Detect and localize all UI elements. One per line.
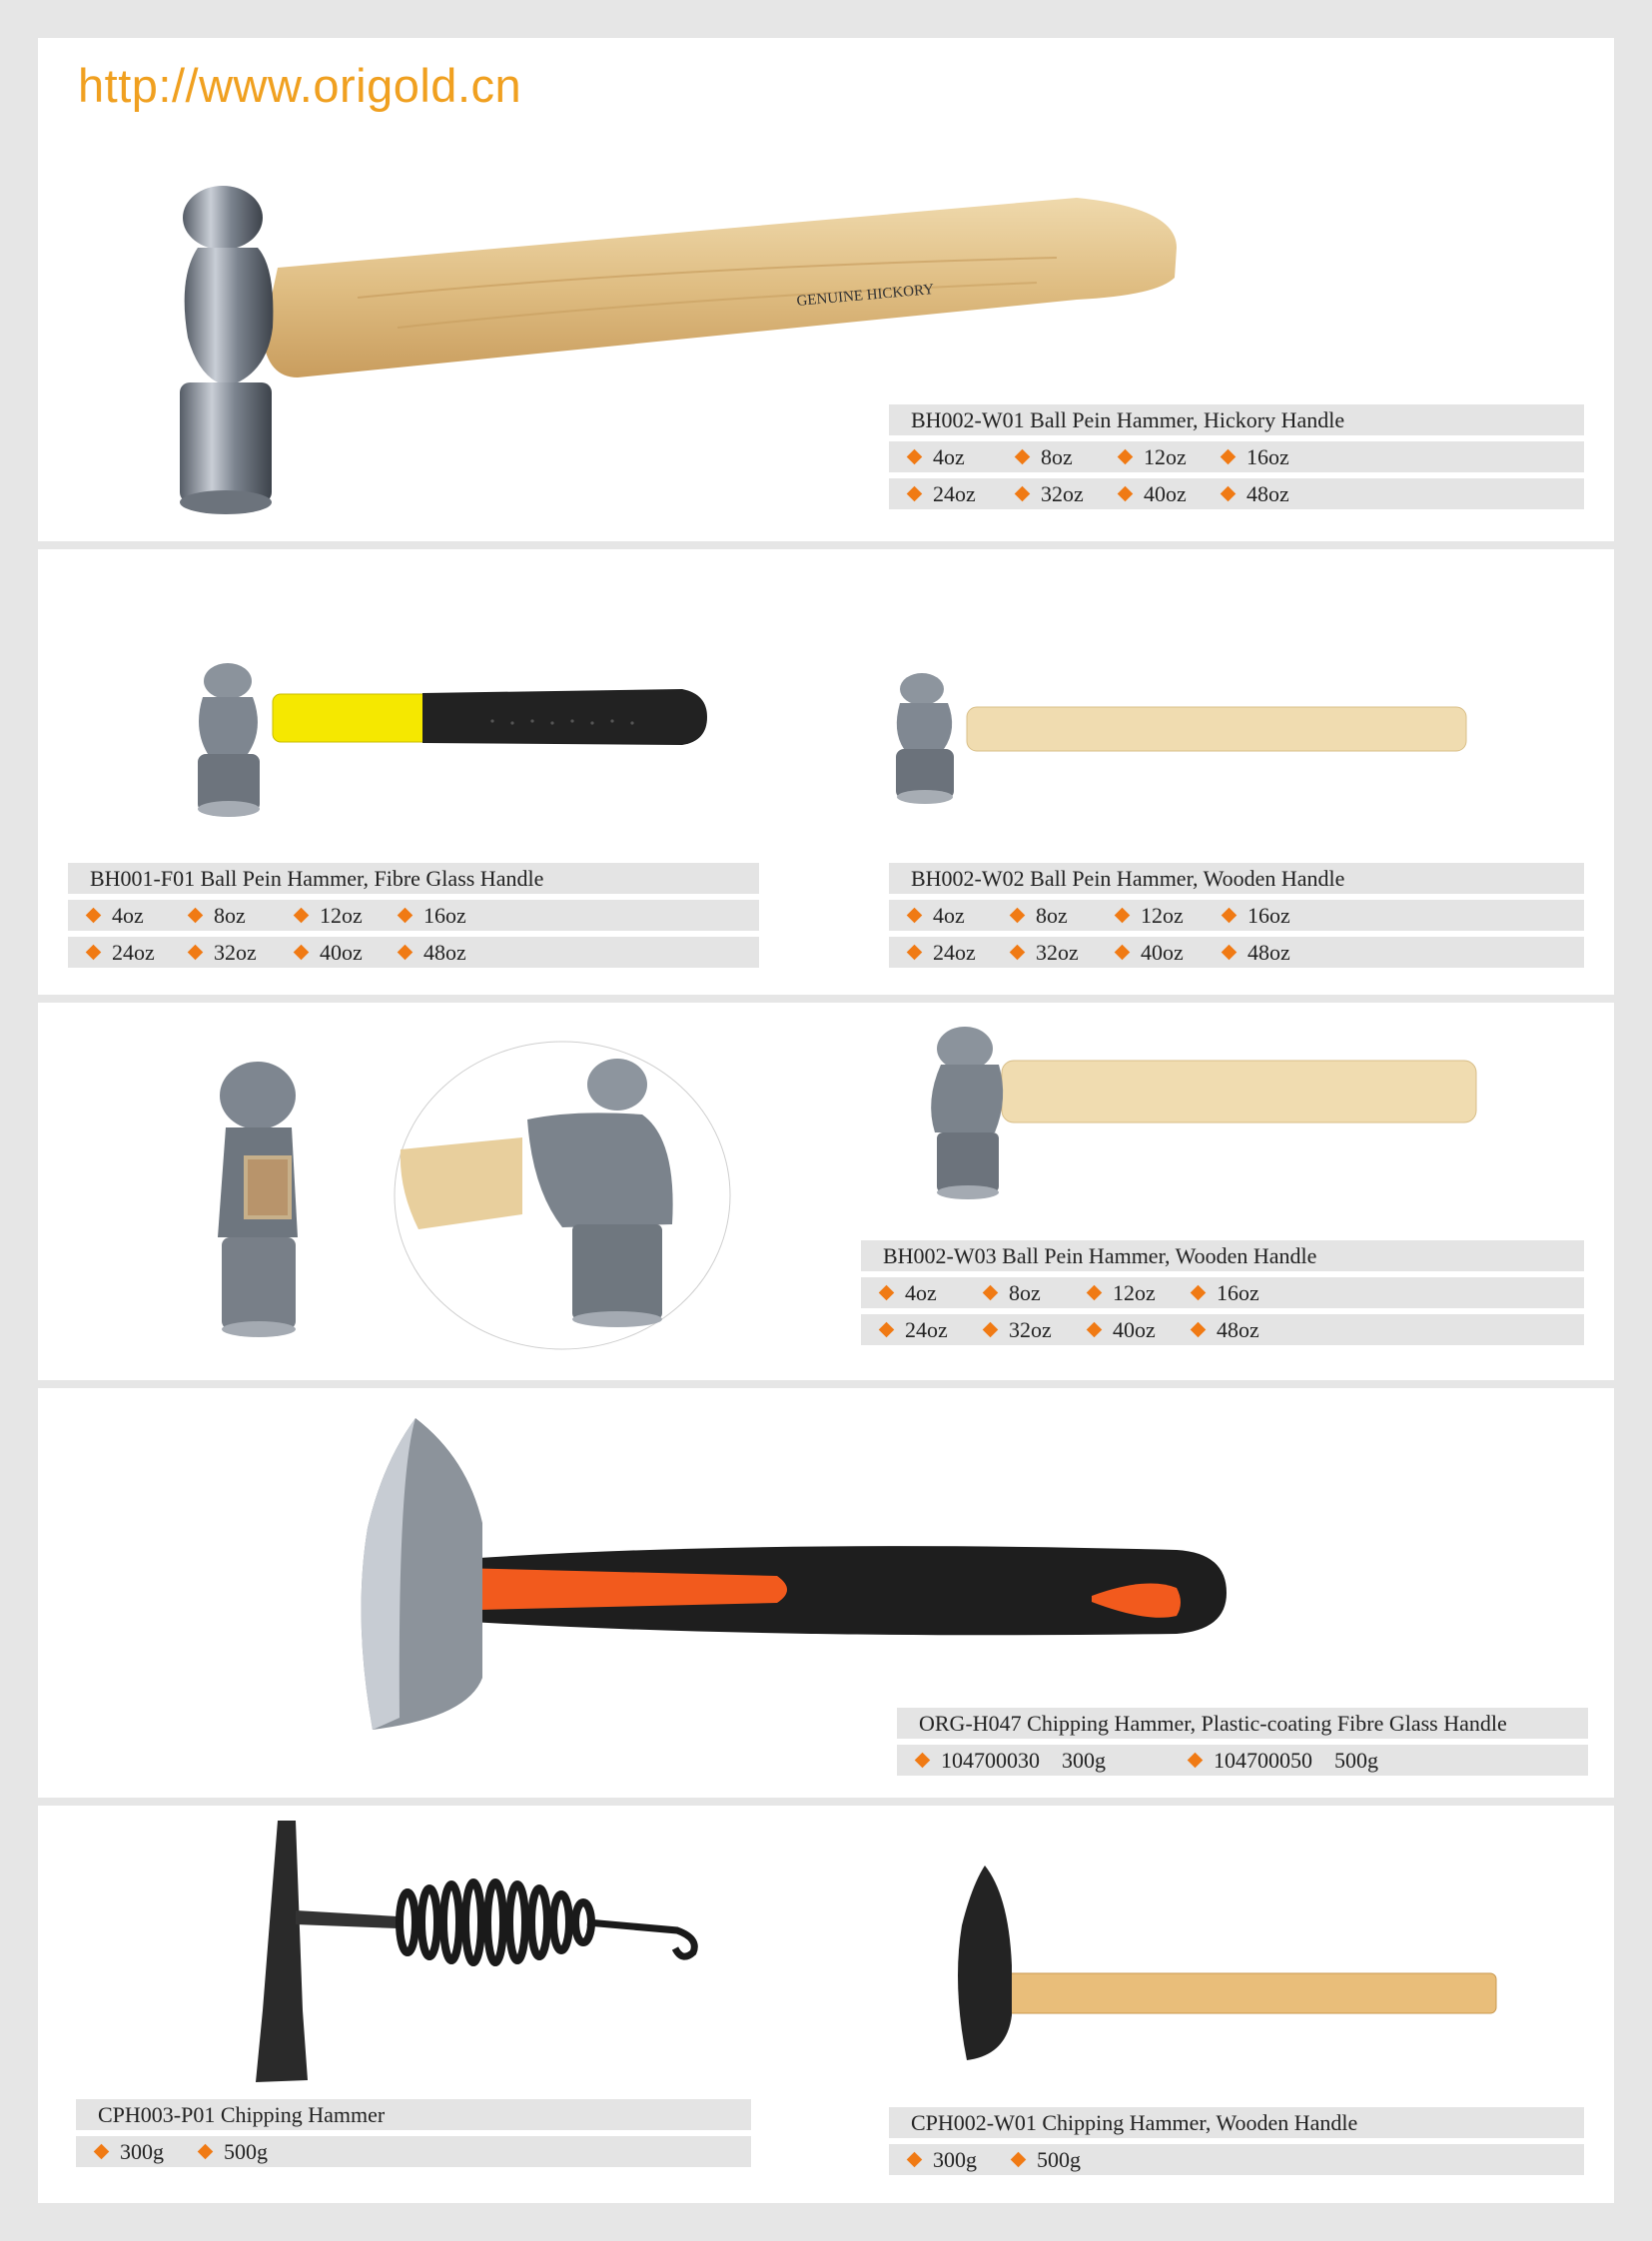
size-option: 300g: [933, 2146, 977, 2172]
panel-bh002-w03: [38, 1003, 1614, 1380]
size-option: 16oz: [1246, 443, 1289, 469]
diamond-bullet-icon: [1118, 449, 1134, 465]
hammer-image-bh002-w02: [872, 669, 1491, 809]
size-option: 8oz: [1041, 443, 1073, 469]
diamond-bullet-icon: [1221, 486, 1237, 502]
diamond-bullet-icon: [398, 908, 413, 924]
size-option: 24oz: [112, 939, 155, 965]
diamond-bullet-icon: [1222, 908, 1238, 924]
diamond-bullet-icon: [1010, 908, 1026, 924]
size-option: 48oz: [1247, 939, 1290, 965]
size-option: 24oz: [933, 939, 976, 965]
size-option: 12oz: [1144, 443, 1187, 469]
product-title: ORG-H047 Chipping Hammer, Plastic-coating Fibre Glass Handle: [897, 1708, 1588, 1739]
panel-org-h047: [38, 1388, 1614, 1798]
size-option: 4oz: [933, 443, 965, 469]
size-row: [68, 937, 759, 968]
diamond-bullet-icon: [294, 945, 310, 961]
handle-print-text: GENUINE HICKORY: [795, 282, 935, 310]
size-option: 40oz: [1113, 1316, 1156, 1342]
diamond-bullet-icon: [1222, 945, 1238, 961]
site-url[interactable]: http://www.origold.cn: [78, 59, 522, 112]
diamond-bullet-icon: [86, 945, 102, 961]
diamond-bullet-icon: [1191, 1285, 1207, 1301]
size-option: 8oz: [1036, 902, 1068, 928]
diamond-bullet-icon: [1011, 2152, 1027, 2168]
diamond-bullet-icon: [983, 1285, 999, 1301]
diamond-bullet-icon: [907, 2152, 923, 2168]
spec-bh002-w02: [889, 863, 1584, 974]
diamond-bullet-icon: [1188, 1753, 1204, 1769]
size-option: 4oz: [933, 902, 965, 928]
diamond-bullet-icon: [1015, 486, 1031, 502]
spec-bh002-w03: [861, 1240, 1584, 1351]
hammer-image-org-h047: [328, 1418, 1386, 1738]
diamond-bullet-icon: [915, 1753, 931, 1769]
size-row: [889, 900, 1584, 931]
size-option: 48oz: [1246, 480, 1289, 506]
size-row: [889, 478, 1584, 509]
size-row: [68, 900, 759, 931]
size-option: 32oz: [1009, 1316, 1052, 1342]
diamond-bullet-icon: [907, 908, 923, 924]
diamond-bullet-icon: [1115, 945, 1131, 961]
size-row: [76, 2136, 751, 2167]
panel-row-5: [38, 1806, 1614, 2203]
size-option: 500g: [1037, 2146, 1081, 2172]
size-option: 32oz: [214, 939, 257, 965]
diamond-bullet-icon: [907, 486, 923, 502]
size-option: 40oz: [1141, 939, 1184, 965]
part-option: 104700050 500g: [1214, 1747, 1378, 1773]
size-option: 12oz: [1141, 902, 1184, 928]
size-option: 8oz: [214, 902, 246, 928]
size-row: [889, 441, 1584, 472]
part-option: 104700030 300g: [941, 1747, 1106, 1773]
diamond-bullet-icon: [1087, 1285, 1103, 1301]
size-row: [861, 1314, 1584, 1345]
size-option: 24oz: [933, 480, 976, 506]
size-option: 16oz: [423, 902, 466, 928]
size-option: 32oz: [1036, 939, 1079, 965]
diamond-bullet-icon: [294, 908, 310, 924]
product-title: CPH002-W01 Chipping Hammer, Wooden Handle: [889, 2107, 1584, 2138]
hammer-circle-closeup-image: [393, 1040, 732, 1351]
diamond-bullet-icon: [1115, 908, 1131, 924]
diamond-bullet-icon: [198, 2144, 214, 2160]
size-option: 16oz: [1217, 1279, 1259, 1305]
hammer-image-bh002-w03: [897, 1021, 1486, 1200]
size-row: [889, 937, 1584, 968]
diamond-bullet-icon: [1118, 486, 1134, 502]
size-row: [897, 1745, 1588, 1776]
hammer-image-bh001-f01: [173, 659, 772, 819]
size-option: 48oz: [1217, 1316, 1259, 1342]
diamond-bullet-icon: [188, 908, 204, 924]
spec-bh001-f01: [68, 863, 759, 974]
diamond-bullet-icon: [907, 945, 923, 961]
spec-org-h047: [897, 1708, 1588, 1782]
diamond-bullet-icon: [188, 945, 204, 961]
diamond-bullet-icon: [1221, 449, 1237, 465]
size-option: 4oz: [905, 1279, 937, 1305]
diamond-bullet-icon: [1010, 945, 1026, 961]
panel-row-2: [38, 549, 1614, 995]
size-option: 300g: [120, 2138, 164, 2164]
size-option: 500g: [224, 2138, 268, 2164]
size-option: 8oz: [1009, 1279, 1041, 1305]
size-row: [861, 1277, 1584, 1308]
product-title: BH002-W03 Ball Pein Hammer, Wooden Handle: [861, 1240, 1584, 1271]
product-title: BH002-W01 Ball Pein Hammer, Hickory Handle: [889, 404, 1584, 435]
diamond-bullet-icon: [398, 945, 413, 961]
spec-cph002-w01: [889, 2107, 1584, 2181]
size-option: 12oz: [320, 902, 363, 928]
size-option: 12oz: [1113, 1279, 1156, 1305]
size-option: 40oz: [1144, 480, 1187, 506]
product-title: BH002-W02 Ball Pein Hammer, Wooden Handle: [889, 863, 1584, 894]
diamond-bullet-icon: [94, 2144, 110, 2160]
size-option: 48oz: [423, 939, 466, 965]
size-option: 40oz: [320, 939, 363, 965]
size-option: 24oz: [905, 1316, 948, 1342]
hammer-image-cph002-w01: [927, 1866, 1526, 2065]
diamond-bullet-icon: [879, 1285, 895, 1301]
size-option: 16oz: [1247, 902, 1290, 928]
hammer-image-cph003-p01: [208, 1821, 727, 2090]
diamond-bullet-icon: [907, 449, 923, 465]
spec-bh002-w01: [889, 404, 1584, 515]
diamond-bullet-icon: [1191, 1322, 1207, 1338]
product-title: CPH003-P01 Chipping Hammer: [76, 2099, 751, 2130]
spec-cph003-p01: [76, 2099, 751, 2173]
diamond-bullet-icon: [86, 908, 102, 924]
size-option: 32oz: [1041, 480, 1084, 506]
diamond-bullet-icon: [983, 1322, 999, 1338]
product-title: BH001-F01 Ball Pein Hammer, Fibre Glass Handle: [68, 863, 759, 894]
hammer-head-closeup-image: [188, 1058, 338, 1347]
size-row: [889, 2144, 1584, 2175]
diamond-bullet-icon: [1087, 1322, 1103, 1338]
diamond-bullet-icon: [1015, 449, 1031, 465]
panel-bh002-w01: [38, 38, 1614, 541]
diamond-bullet-icon: [879, 1322, 895, 1338]
size-option: 4oz: [112, 902, 144, 928]
